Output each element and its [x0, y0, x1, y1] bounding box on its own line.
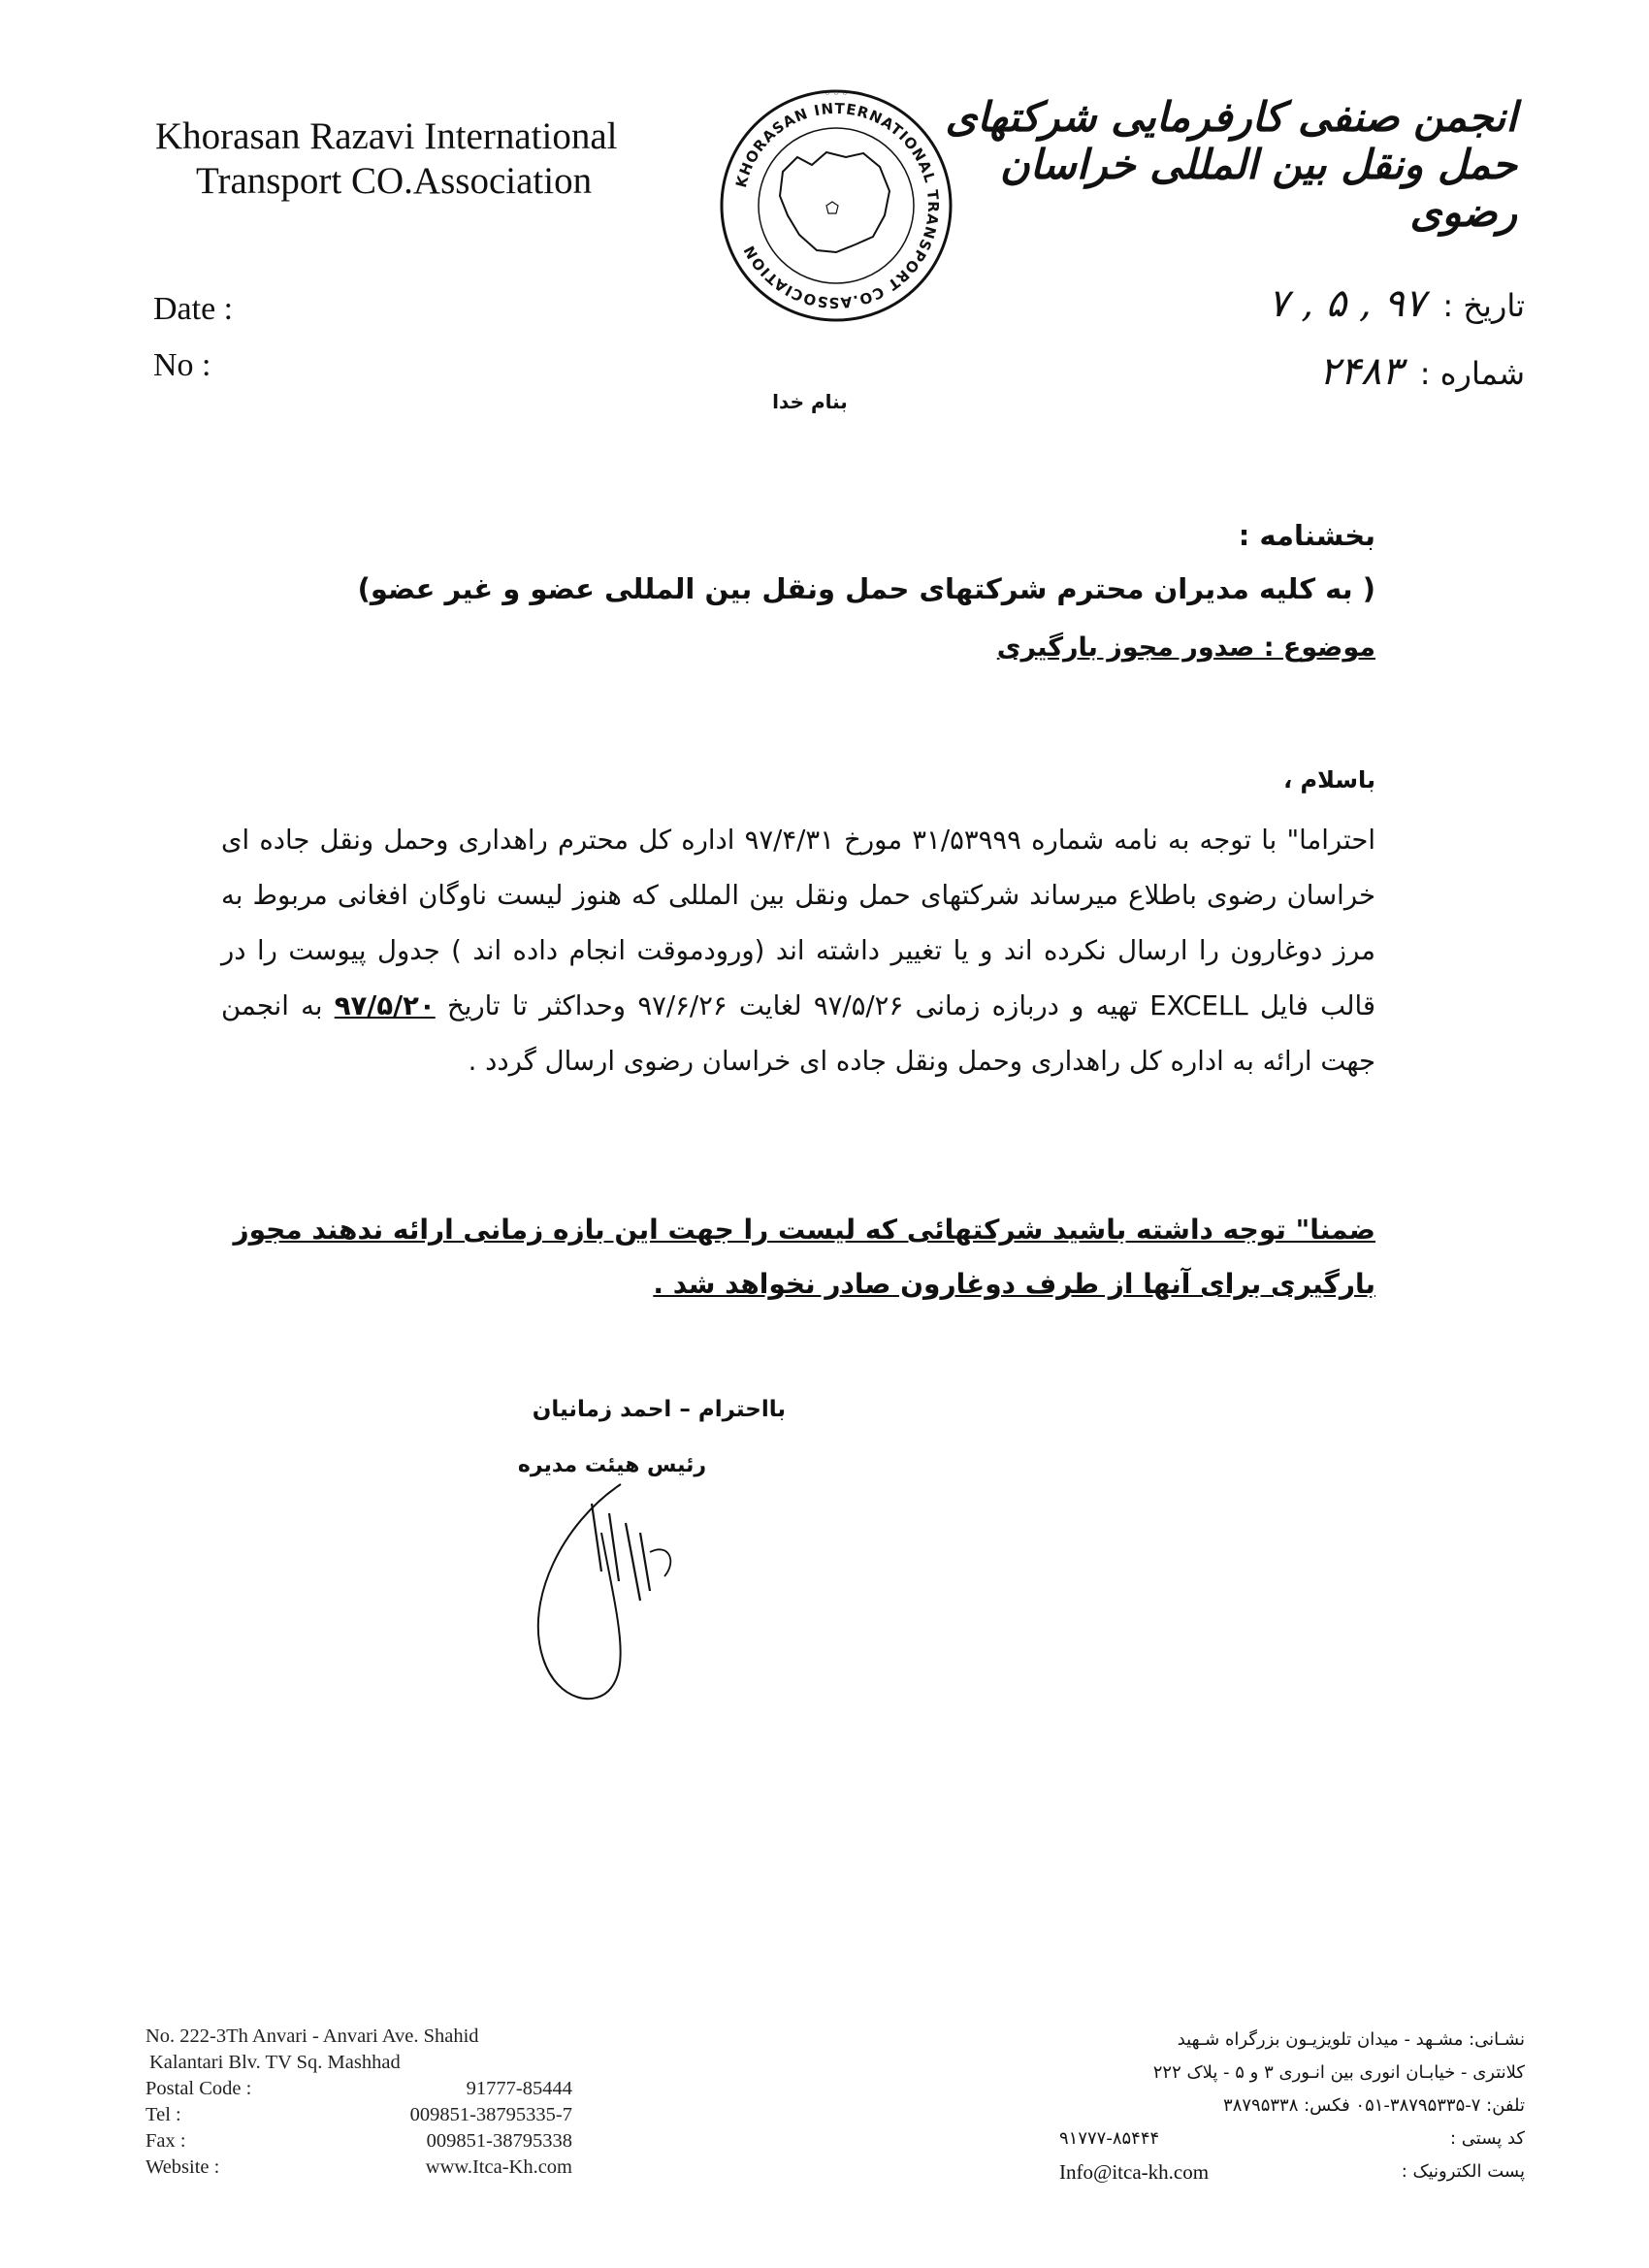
- english-org-line1: Khorasan Razavi International: [155, 115, 618, 157]
- footer-tel-label: Tel :: [146, 2104, 181, 2125]
- footer-persian-contact: [1059, 2024, 1525, 2188]
- persian-org-name: انجمن صنفی کارفرمایی شرکتهای حمل ونقل بین المللی خراسان رضوی: [945, 93, 1517, 236]
- svg-text:۞ ۞ ۞: ۞ ۞ ۞: [824, 86, 848, 97]
- footer-fax-label: Fax :: [146, 2130, 186, 2152]
- footer-address-line1: No. 222-3Th Anvari - Anvari Ave. Shahid: [146, 2025, 479, 2047]
- date-label-en: Date :: [153, 291, 234, 327]
- letter-number-value: ۲۴۸۳: [1318, 349, 1403, 394]
- number-label-en: No :: [153, 347, 211, 383]
- footer-tel-row: [146, 2102, 572, 2128]
- english-org-line2: Transport CO.Association: [196, 160, 593, 202]
- letter-body: [221, 813, 1375, 1089]
- letter-greeting: باسلام ،: [1283, 766, 1375, 794]
- letter-date-value: ۹۷ , ۵ , ۷: [1268, 281, 1426, 326]
- footer-website-label: Website :: [146, 2156, 220, 2178]
- footer-tel-value: 009851-38795335-7: [409, 2104, 572, 2125]
- english-org-name: [155, 114, 718, 204]
- letter-type: بخشنامه :: [1238, 519, 1375, 552]
- footer-website-row: [146, 2155, 572, 2181]
- footer-fa-address-line2: کلانتری - خیابـان انوری بین انـوری ۳ و ۵ - پلاک ۲۲۲: [1152, 2062, 1525, 2083]
- letter-body-tail: به انجمن جهت ارائه به اداره کل راهداری وحمل ونقل جاده ای خراسان رضوی ارسال گردد .: [221, 990, 1375, 1077]
- signoff: بااحترام – احمد زمانیان: [532, 1397, 786, 1422]
- persian-number-row: [1319, 349, 1525, 394]
- footer-address-line2: Kalantari Blv. TV Sq. Mashhad: [149, 2052, 401, 2073]
- persian-date-row: [1268, 281, 1525, 326]
- footer-website-value: www.Itca-Kh.com: [425, 2156, 572, 2178]
- logo-arc-text: KHORASAN INTERNATIONAL TRANSPORT CO.ASSOCIATION: [731, 99, 943, 312]
- persian-number-label: شماره :: [1419, 355, 1525, 392]
- footer-fa-postal-value: ۹۱۷۷۷-۸۵۴۴۴: [1059, 2128, 1160, 2149]
- deadline-date: ۹۷/۵/۲۰: [334, 990, 436, 1021]
- signer-title: رئیس هیئت مدیره: [517, 1453, 706, 1477]
- footer-fa-address-line1: نشـانی: مشـهد - میدان تلویزیـون بزرگراه شـهید: [1177, 2029, 1525, 2050]
- persian-date-label: تاریخ :: [1442, 287, 1525, 324]
- bismillah: بنام خدا: [772, 390, 848, 413]
- footer-fa-postal-row: [1059, 2122, 1525, 2155]
- letter-notice: ضمنا" توجه داشته باشید شرکتهائی که لیست را جهت این بازه زمانی ارائه ندهند مجوز بارگیری برای آنها از طرف دوغارون صادر نخواهد شد .: [233, 1214, 1375, 1300]
- footer-postal-row: [146, 2076, 572, 2102]
- footer-fa-phone-line: تلفن: ۷-۳۸۷۹۵۳۳۵-۰۵۱ فکس: ۳۸۷۹۵۳۳۸: [1223, 2095, 1525, 2116]
- footer-postal-value: 91777-85444: [466, 2078, 572, 2099]
- footer-fa-postal-label: کد پستی :: [1449, 2128, 1525, 2149]
- footer-postal-label: Postal Code :: [146, 2078, 252, 2099]
- footer-english-contact: [146, 2024, 572, 2181]
- letter-subject: موضوع : صدور مجوز بارگیری: [996, 632, 1375, 663]
- footer-fax-row: [146, 2128, 572, 2155]
- footer-fa-email-label: پست الکترونیک :: [1401, 2161, 1525, 2182]
- handwritten-signature: [504, 1465, 728, 1717]
- signature-icon: [504, 1465, 728, 1717]
- letter-recipients: ( به کلیه مدیران محترم شرکتهای حمل ونقل بین المللی عضو و غیر عضو): [357, 572, 1375, 605]
- letter-body-text: احتراما" با توجه به نامه شماره ۳۱/۵۳۹۹۹ مورخ ۹۷/۴/۳۱ اداره کل محترم راهداری وحمل ونقل جاده ای خراسان رضوی باطلاع میرساند شرکتهای حمل ونقل بین المللی که هنوز لیست ناوگان افغانی مربوط به مرز دوغارون را ارسال نکرده اند و یا تغییر داشته اند (ورودموقت انجام داده اند ) جدول پیوست را در قالب فایل EXCELL تهیه و دربازه زمانی ۹۷/۵/۲۶ لغایت ۹۷/۶/۲۶ وحداکثر تا تاریخ: [221, 825, 1375, 1021]
- footer-fax-value: 009851-38795338: [426, 2130, 572, 2152]
- footer-fa-email-value: Info@itca-kh.com: [1059, 2160, 1210, 2184]
- footer-fa-email-row: [1059, 2155, 1525, 2188]
